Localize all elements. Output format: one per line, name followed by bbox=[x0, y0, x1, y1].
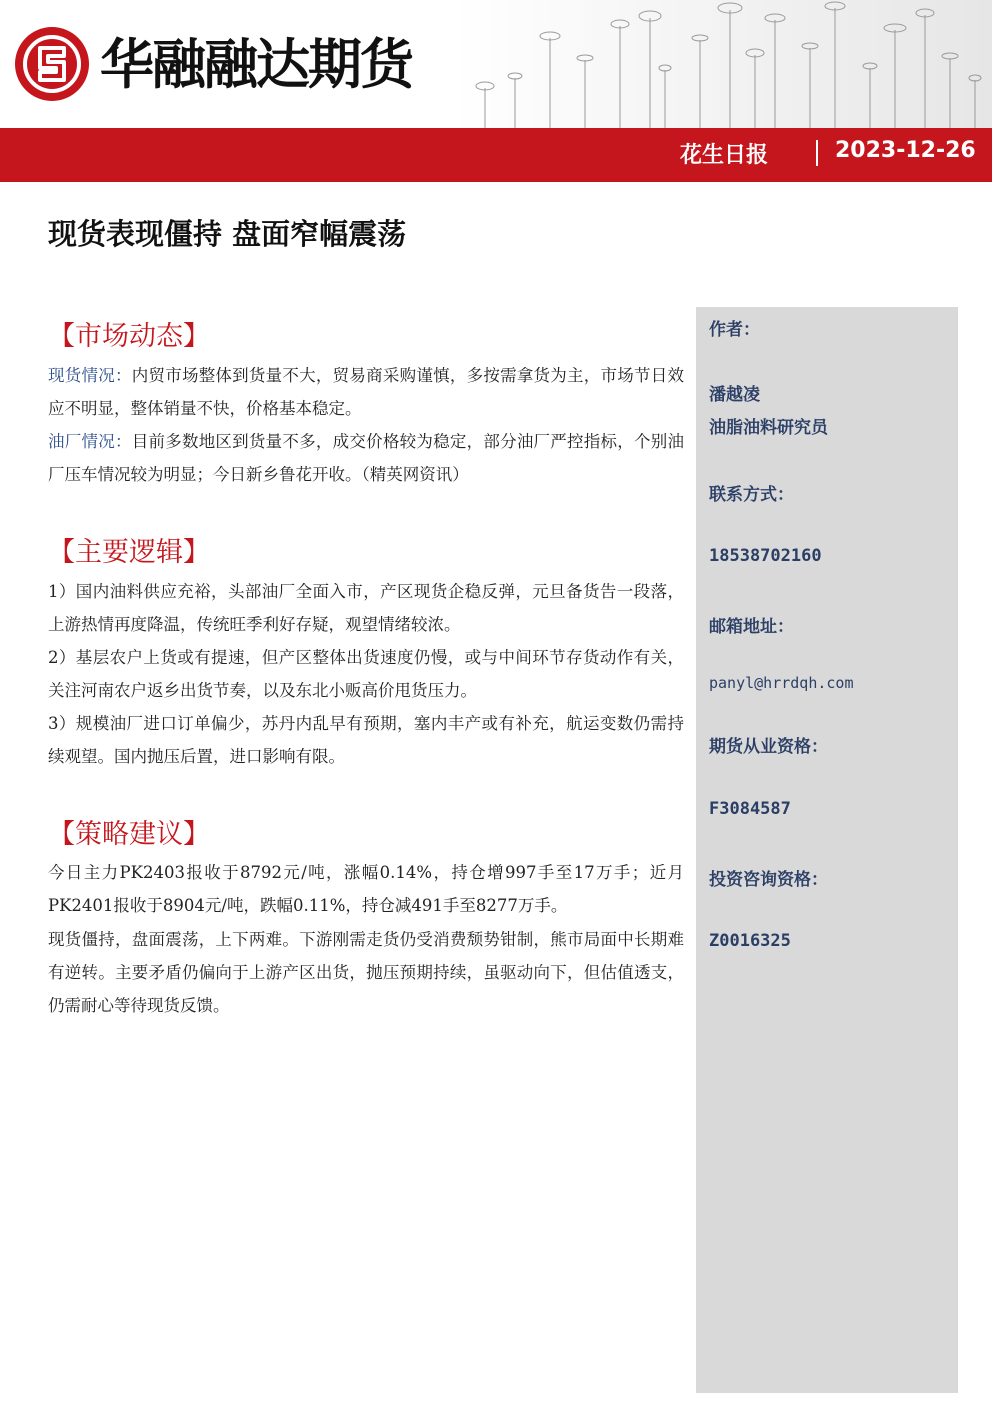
decorative-graphic bbox=[455, 0, 992, 130]
company-name: 华融融达期货 bbox=[100, 33, 412, 96]
author-label: 作者： bbox=[709, 320, 760, 340]
header-separator bbox=[816, 140, 818, 166]
logic-point: 1）国内油料供应充裕，头部油厂全面入市，产区现货企稳反弹，元旦备货告一段落，上游热情再度降温，传统旺季利好存疑，观望情绪较浓。 bbox=[48, 582, 684, 634]
strategy-paragraph: 今日主力PK2403报收于8792元/吨，涨幅0.14%，持仓增997手至17万手；近月PK2401报收于8904元/吨，跌幅0.11%，持仓减491手至8277万手。 bbox=[48, 863, 684, 915]
spot-text: 内贸市场整体到货量不大，贸易商采购谨慎，多按需拿货为主，市场节日效应不明显，整体销量不快，价格基本稳定。 bbox=[48, 366, 685, 418]
mill-text: 目前多数地区到货量不多，成交价格较为稳定，部分油厂严控指标，个别油厂压车情况较为明显；今日新乡鲁花开收。（精英网资讯） bbox=[48, 432, 685, 484]
report-title: 现货表现僵持 盘面窄幅震荡 bbox=[48, 217, 407, 251]
company-logo-icon bbox=[12, 24, 92, 104]
futures-qual-number: F3084587 bbox=[709, 799, 791, 819]
market-heading: 【市场动态】 bbox=[48, 321, 210, 352]
advisory-qual-label: 投资咨询资格： bbox=[709, 870, 828, 890]
logic-point: 2）基层农户上货或有提速，但产区整体出货速度仍慢，或与中间环节存货动作有关，关注河南农户返乡出货节奏，以及东北小贩高价甩货压力。 bbox=[48, 648, 684, 700]
logic-heading: 【主要逻辑】 bbox=[48, 537, 210, 568]
contact-label: 联系方式： bbox=[709, 485, 794, 505]
mill-label: 油厂情况： bbox=[48, 432, 132, 451]
spot-label: 现货情况： bbox=[48, 366, 132, 385]
logic-point: 3）规模油厂进口订单偏少，苏丹内乱早有预期，塞内丰产或有补充，航运变数仍需持续观望。国内抛压后置，进口影响有限。 bbox=[48, 714, 684, 766]
report-type: 花生日报 bbox=[680, 143, 769, 168]
author-title: 油脂油料研究员 bbox=[709, 418, 828, 438]
spot-paragraph bbox=[48, 359, 684, 425]
strategy-heading: 【策略建议】 bbox=[48, 819, 210, 850]
email-label: 邮箱地址： bbox=[709, 617, 794, 637]
report-date: 2023-12-26 bbox=[835, 138, 976, 163]
author-name: 潘越凌 bbox=[709, 385, 760, 405]
phone-number: 18538702160 bbox=[709, 546, 822, 566]
advisory-qual-number: Z0016325 bbox=[709, 931, 791, 951]
author-sidebar bbox=[696, 307, 958, 1393]
futures-qual-label: 期货从业资格： bbox=[709, 737, 828, 757]
strategy-paragraph: 现货僵持，盘面震荡，上下两难。下游刚需走货仍受消费颓势钳制，熊市局面中长期难有逆转。主要矛盾仍偏向于上游产区出货，抛压预期持续，虽驱动向下，但估值透支，仍需耐心等待现货反馈。 bbox=[48, 930, 684, 1015]
email-address[interactable]: panyl@hrrdqh.com bbox=[709, 674, 854, 692]
mill-paragraph bbox=[48, 425, 684, 491]
